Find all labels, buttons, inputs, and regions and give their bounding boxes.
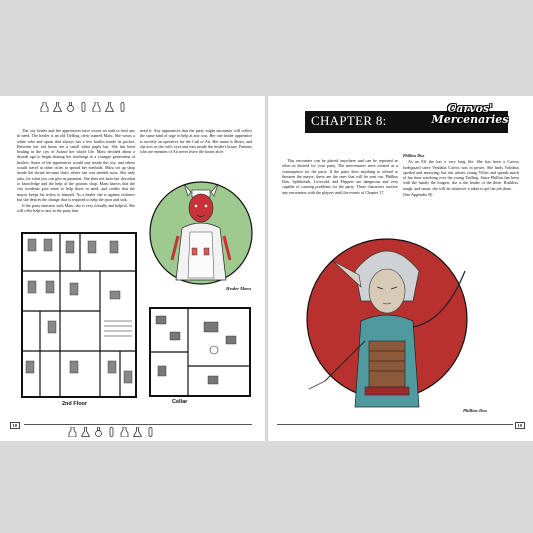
- healer-maru-portrait: [148, 180, 254, 286]
- second-floor-label: 2nd Floor: [62, 401, 88, 407]
- book-spread: [0, 96, 533, 441]
- left-page: [0, 96, 266, 441]
- potion-bottle-icon: [66, 102, 75, 112]
- chapter-title-line-2: Mercenaries: [431, 113, 509, 126]
- potion-bottle-icon: [94, 427, 103, 437]
- flask-icon: [105, 102, 114, 112]
- second-floor-map: [20, 231, 138, 399]
- body-paragraph: If the party interacts with Maru, she is very friendly and helpful. She will offer help to any in the party that: [17, 203, 135, 214]
- vial-icon: [118, 102, 127, 112]
- maru-caption: Healer Maru: [226, 286, 251, 291]
- flask-icon: [53, 102, 62, 112]
- cellar-map: [148, 306, 252, 398]
- potion-bottle-icon: [68, 427, 77, 437]
- potion-bottle-icon: [92, 102, 101, 112]
- phillius-caption: Phillius Dux: [463, 408, 488, 413]
- body-paragraph: need it. Any apprentices that the party might encounter will reflect the same kind of urge to help at any cost. Her one healer apprentice is secretly an operative for the Cult of Ati. Her name is Shotti, and she acts as the cult's eyes and ears inside the healer's house. Patients who are enemies of Ati never leave the house alive.: [140, 128, 252, 155]
- right-column-2: [403, 153, 519, 198]
- body-paragraph: This encounter can be placed anywhere and can be repeated as often as desired for your party. The mercenaries were created as a consequence for the party. If the party does anything to offend or threaten the mayor, these are the ones that will be sent out. Phillius Dux, Splitbreath, Lovecold, and Flippers are dangerous and very capable of causing problems for the party. These characters survive any encounters with the players until the events of Chapter 17.: [282, 158, 398, 195]
- chapter-title-line-1: Carvos': [447, 102, 493, 115]
- bottom-ornaments: [68, 427, 155, 437]
- vial-icon: [146, 427, 155, 437]
- potion-bottle-icon: [40, 102, 49, 112]
- chapter-banner: [305, 102, 509, 133]
- vial-icon: [79, 102, 88, 112]
- appendix-reference: (See Appendix B): [403, 192, 433, 198]
- chapter-number: CHAPTER 8:: [311, 113, 387, 128]
- phillius-subhead: Phillius Dux: [403, 153, 425, 158]
- left-column-2: [140, 128, 252, 155]
- chapter-title: [420, 103, 520, 125]
- page-number-right: 19: [515, 422, 525, 429]
- flask-icon: [133, 427, 142, 437]
- body-paragraph: The city healer and her apprentices have sworn an oath to heal any in need. The healer is an old Tiefling cleric named Maru. She wears a white robe and apron that always has a few bottles inside its pocket. Between her red horns are a small white paper hat. She has been healing in the city of Arazar her whole life. Maru decided about a decade ago to begin sharing her teachings to a younger generation of healers. Some of the apprentices would stay inside the city, and others would travel to other cities to spread her methods. Maru set up shop inside the shrine because that's where she was needed most. She only asks, for what you can give in payment. She does not have her devotion to knowledge and the help of the potions shop. Maru knows that the city residents give more to help those in need, and credits that the mayor keeps his riches to himself. As a healer she is against violence but she desires the change that is required to help the poor and sick.: [17, 128, 135, 202]
- vial-icon: [107, 427, 116, 437]
- footer-rule: [24, 424, 252, 425]
- footer-rule: [277, 424, 513, 425]
- page-number-left: 18: [10, 422, 20, 429]
- flask-icon: [81, 427, 90, 437]
- phillius-dux-portrait: [305, 231, 475, 411]
- top-ornaments: [40, 102, 127, 112]
- right-page: [267, 96, 533, 441]
- body-paragraph: As an Elf she has a very long life. She has been a Carvos bodyguard since Vendalia Carvos was in power. She finds Volodius spoiled and annoying, but she adores young Vilfus and spends much of her time watching over the young Tiefling. Since Phillius has been with the family the longest, she is the leader of the three. Ruthless, tough, and smart, she will do whatever it takes to get the job done.: [403, 159, 519, 191]
- left-column-1: [17, 128, 135, 215]
- right-column-1: [282, 158, 398, 196]
- cellar-label: Cellar: [172, 399, 188, 405]
- potion-bottle-icon: [120, 427, 129, 437]
